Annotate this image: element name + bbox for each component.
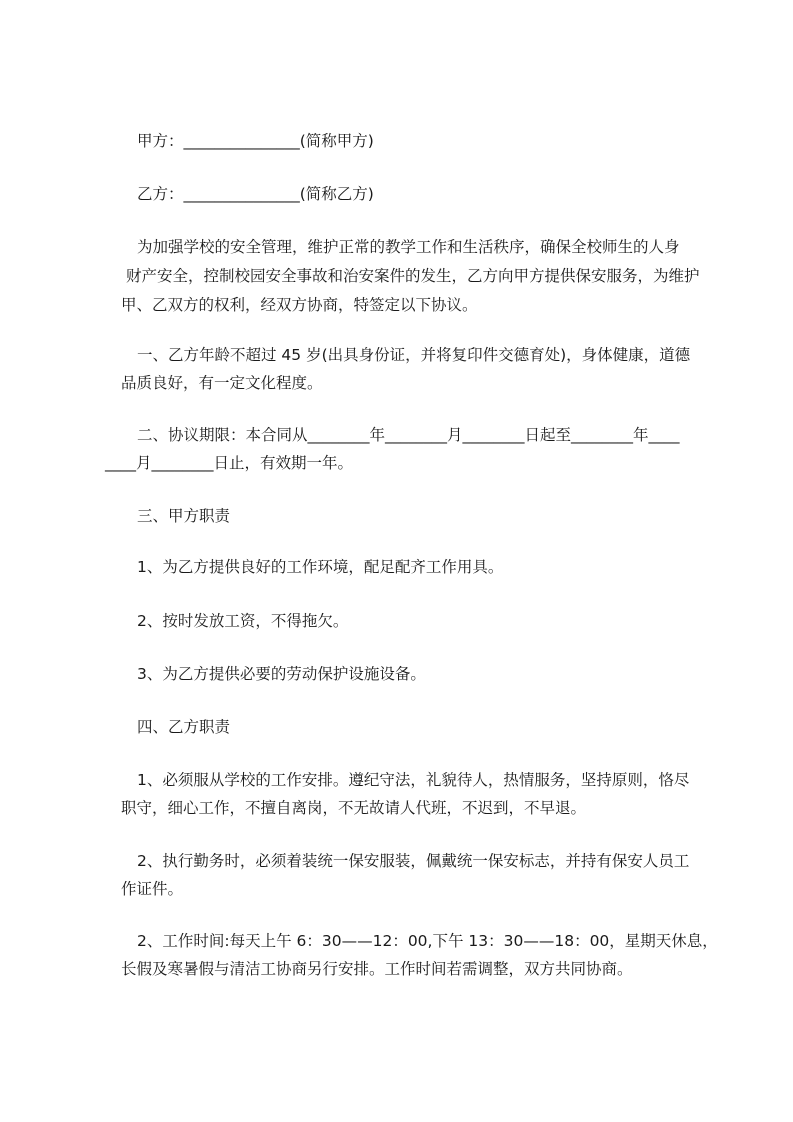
section4-item1-line-2: 职守，细心工作，不擅自离岗，不无故请人代班，不迟到，不早退。 xyxy=(121,799,587,817)
intro-line-3: 甲、乙双方的权利，经双方协商，特签定以下协议。 xyxy=(121,296,478,314)
section4-item1-line-1: 1、必须服从学校的工作安排。遵纪守法，礼貌待人，热情服务，坚持原则，恪尽 xyxy=(137,771,690,789)
clause1-line-1: 一、乙方年龄不超过 45 岁(出具身份证，并将复印件交德育处)，身体健康，道德 xyxy=(137,346,691,364)
section3-item-1: 1、为乙方提供良好的工作环境，配足配齐工作用具。 xyxy=(137,558,504,576)
section4-item2-line-2: 作证件。 xyxy=(121,880,184,898)
intro-line-2: 财产安全，控制校园安全事故和治安案件的发生，乙方向甲方提供保安服务，为维护 xyxy=(126,267,700,285)
clause2-line-2: ____月________日止，有效期一年。 xyxy=(105,454,354,472)
section3-heading: 三、甲方职责 xyxy=(137,507,231,525)
section4-heading: 四、乙方职责 xyxy=(137,718,231,736)
section3-item-2: 2、按时发放工资，不得拖欠。 xyxy=(137,612,349,630)
section4-item3-line-1: 2、工作时间:每天上午 6：30——12：00,下午 13：30——18：00，星期天休息， xyxy=(137,932,718,950)
party-a-line: 甲方：_______________(简称甲方) xyxy=(137,132,374,150)
section4-item3-line-2: 长假及寒暑假与清洁工协商另行安排。工作时间若需调整，双方共同协商。 xyxy=(121,960,633,978)
section4-item2-line-1: 2、执行勤务时，必须着装统一保安服装，佩戴统一保安标志，并持有保安人员工 xyxy=(137,852,690,870)
party-b-line: 乙方：_______________(简称乙方) xyxy=(137,185,374,203)
clause1-line-2: 品质良好，有一定文化程度。 xyxy=(121,374,323,392)
section3-item-3: 3、为乙方提供必要的劳动保护设施设备。 xyxy=(137,665,426,683)
clause2-line-1: 二、协议期限：本合同从________年________月________日起至________年____ xyxy=(137,426,680,444)
intro-line-1: 为加强学校的安全管理，维护正常的教学工作和生活秩序，确保全校师生的人身 xyxy=(137,238,680,256)
